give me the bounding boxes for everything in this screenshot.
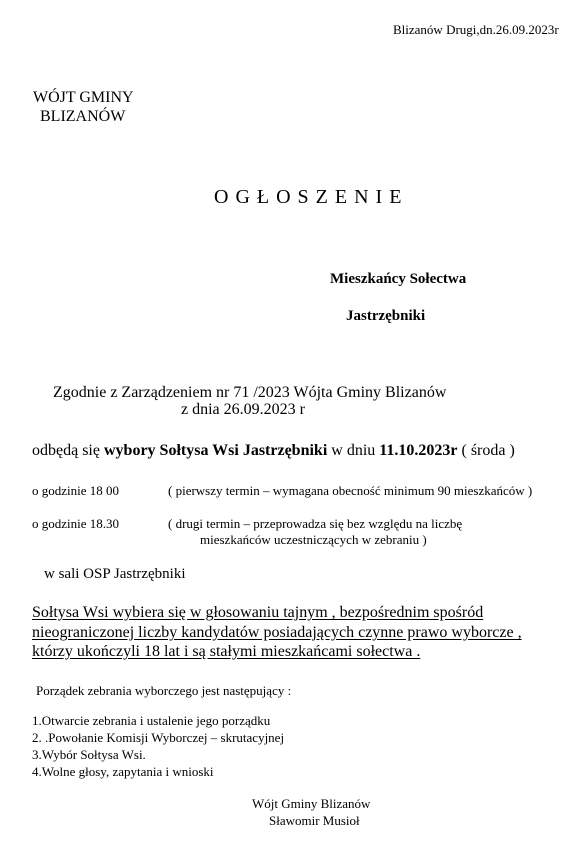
announcement-elections: wybory Sołtysa Wsi Jastrzębniki bbox=[103, 442, 328, 459]
agenda-item-3: 3.Wybór Sołtysa Wsi. bbox=[32, 747, 146, 762]
announcement-weekday: ( środa ) bbox=[457, 442, 515, 459]
signature-title: Wójt Gminy Blizanów bbox=[252, 796, 371, 811]
agenda-item-4: 4.Wolne głosy, zapytania i wnioski bbox=[32, 764, 214, 779]
term-1-note: ( pierwszy termin – wymagana obecność minimum 90 mieszkańców ) bbox=[168, 483, 533, 498]
venue: w sali OSP Jastrzębniki bbox=[44, 566, 186, 582]
term-2-note-cont: mieszkańców uczestniczących w zebraniu ) bbox=[200, 532, 427, 547]
basis-line1: Zgodnie z Zarządzeniem nr 71 /2023 Wójta Gminy Blizanów bbox=[53, 384, 447, 401]
rule-line1: Sołtysa Wsi wybiera się w głosowaniu tajnym , bezpośrednim spośród bbox=[32, 604, 484, 621]
rule-line2: nieograniczonej liczby kandydatów posiadających czynne prawo wyborcze , bbox=[32, 624, 522, 641]
addressee-line2: Jastrzębniki bbox=[346, 308, 426, 324]
announcement-part1: odbędą się bbox=[32, 442, 104, 459]
addressee-line1: Mieszkańcy Sołectwa bbox=[330, 271, 467, 287]
issuer-line2: BLIZANÓW bbox=[40, 108, 126, 125]
signature-name: Sławomir Musioł bbox=[269, 813, 360, 828]
rule-line3: którzy ukończyli 18 lat i są stałymi mieszkańcami sołectwa . bbox=[32, 643, 421, 660]
basis-line2: z dnia 26.09.2023 r bbox=[181, 401, 305, 418]
place-date: Blizanów Drugi,dn.26.09.2023r bbox=[393, 22, 559, 37]
announcement-part3: w dniu bbox=[327, 442, 380, 459]
document-title: O G Ł O S Z E N I E bbox=[214, 186, 403, 208]
agenda-intro: Porządek zebrania wyborczego jest następujący : bbox=[36, 683, 292, 698]
agenda-item-1: 1.Otwarcie zebrania i ustalenie jego porządku bbox=[32, 713, 271, 728]
agenda-item-2: 2. .Powołanie Komisji Wyborczej – skrutacyjnej bbox=[32, 730, 285, 745]
term-2-time: o godzinie 18.30 bbox=[32, 516, 120, 531]
announcement-line bbox=[32, 442, 515, 460]
term-2-note: ( drugi termin – przeprowadza się bez względu na liczbę bbox=[168, 516, 463, 531]
announcement-date: 11.10.2023r bbox=[379, 442, 458, 459]
term-1-time: o godzinie 18 00 bbox=[32, 483, 120, 498]
issuer-line1: WÓJT GMINY bbox=[33, 89, 134, 106]
